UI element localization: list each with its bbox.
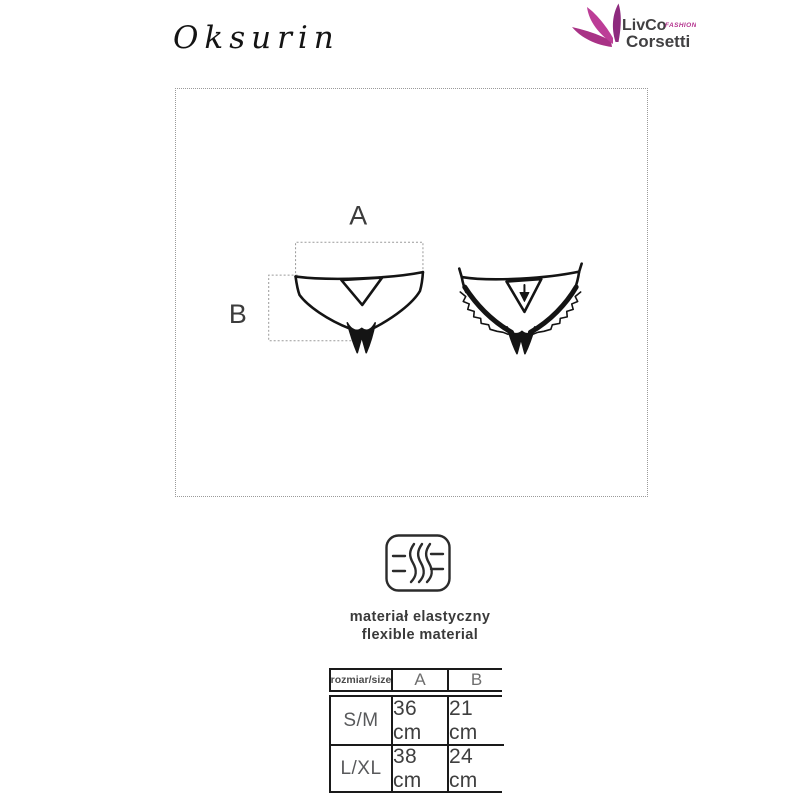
measure-guide-a [296,242,423,277]
row-size-label: S/M [331,697,391,744]
material-caption-en: flexible material [361,627,479,643]
material-caption-pl: materiał elastyczny [349,609,491,625]
material-caption [270,608,570,644]
table-row [331,744,500,791]
measure-label-a: A [349,200,368,231]
logo-brand-top: LivCo [622,17,667,34]
header-cell-b: B [449,670,504,690]
row-value-b: 24 cm [449,744,504,791]
header-cell-a: A [391,670,449,690]
table-row [331,697,500,744]
logo-brand-fashion: FASHION [665,22,696,29]
row-value-b: 21 cm [449,697,504,744]
row-value-a: 36 cm [391,697,449,744]
size-table-header [329,668,502,692]
panties-measurement-drawing [176,89,647,496]
logo-brand-bottom: Corsetti [626,32,691,51]
size-table-body [329,695,502,793]
back-view-panties-drawing [459,264,581,354]
size-table [329,668,502,793]
measure-guide-b [269,275,353,341]
livco-wing-logo-icon [570,2,696,52]
page-title: Oksurin [173,20,340,56]
measure-label-b: B [228,298,247,329]
measurement-diagram-box [175,88,648,497]
row-value-a: 38 cm [391,744,449,791]
brand-logo [570,2,696,52]
header-cell-size: rozmiar/size [331,670,391,690]
logo-wing-blade [613,4,621,43]
flexible-material-icon [385,534,451,592]
row-size-label: L/XL [331,744,391,791]
